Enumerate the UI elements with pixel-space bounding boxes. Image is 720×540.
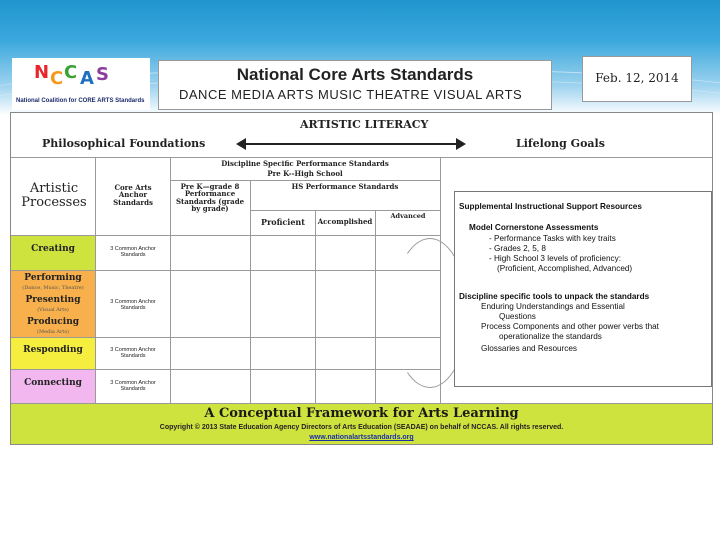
artistic-literacy-heading: ARTISTIC LITERACY — [300, 118, 429, 131]
supplemental-resources-box — [454, 191, 712, 387]
tools-item-4: operationalize the standards — [499, 332, 602, 341]
responding-label: Responding — [23, 345, 83, 355]
support-heading: Supplemental Instructional Support Resources — [459, 202, 642, 211]
divider — [250, 210, 440, 211]
date-label: Feb. 12, 2014 — [595, 71, 679, 85]
performing-note: (Dance, Music, Theatre) — [22, 285, 84, 291]
pre-k-hs-header: Pre K--High School — [267, 169, 343, 178]
nccas-logo: N C C A S National Coalition for CORE ARTS Standards — [12, 58, 150, 110]
anchor-performing: 3 Common Anchor Standards — [110, 299, 156, 312]
model-item-4: (Proficient, Accomplished, Advanced) — [497, 264, 633, 273]
advanced-header: Advanced — [390, 212, 426, 220]
discipline-tools-label: Discipline specific tools to unpack the standards — [459, 292, 650, 301]
tools-item-2: Questions — [499, 312, 536, 321]
anchor-creating: 3 Common Anchor Standards — [110, 246, 156, 259]
tools-item-3: Process Components and other power verbs that — [481, 322, 659, 331]
lifelong-goals-label: Lifelong Goals — [516, 137, 605, 150]
page-title: National Core Arts Standards — [236, 65, 474, 84]
footer-band — [11, 404, 712, 444]
divider — [170, 157, 171, 403]
accomplished-header: Accomplished — [317, 217, 373, 226]
arrow-right-icon — [456, 138, 466, 150]
model-item-2: - Grades 2, 5, 8 — [489, 244, 546, 253]
divider — [170, 180, 440, 181]
model-item-1: - Performance Tasks with key traits — [489, 234, 616, 243]
producing-label: Producing — [26, 317, 80, 327]
proficient-header: Proficient — [261, 217, 305, 227]
arrow-left-icon — [236, 138, 246, 150]
divider — [375, 210, 376, 403]
philosophical-foundations-label: Philosophical Foundations — [42, 137, 206, 150]
anchor-standards-header: Core Arts Anchor Standards — [113, 183, 153, 207]
anchor-responding: 3 Common Anchor Standards — [110, 347, 156, 360]
pre-k-grade8-header: Pre K—grade 8 Performance Standards (grade by grade) — [175, 182, 245, 214]
date-box — [582, 56, 692, 102]
divider — [11, 157, 712, 158]
model-cornerstone-label: Model Cornerstone Assessments — [469, 223, 599, 232]
footer-title: A Conceptual Framework for Arts Learning — [204, 406, 519, 421]
creating-label: Creating — [31, 244, 75, 254]
logo-wordmark — [12, 58, 150, 59]
model-item-3: - High School 3 levels of proficiency: — [489, 254, 621, 263]
divider — [315, 210, 316, 403]
disciplines-list: DANCE MEDIA ARTS MUSIC THEATRE VISUAL ARTS — [179, 87, 523, 102]
connecting-label: Connecting — [24, 378, 82, 388]
presenting-note: (Visual Arts) — [37, 307, 69, 313]
tools-item-1: Enduring Understandings and Essential — [481, 302, 625, 311]
performing-label: Performing — [24, 273, 82, 283]
presenting-label: Presenting — [25, 295, 81, 305]
divider — [250, 180, 251, 403]
discipline-specific-header: Discipline Specific Performance Standards — [221, 159, 389, 168]
website-link[interactable]: www.nationalartsstandards.org — [309, 434, 414, 441]
producing-note: (Media Arts) — [37, 329, 69, 335]
hs-performance-header: HS Performance Standards — [291, 182, 399, 191]
artistic-processes-header: Artistic Processes — [21, 181, 87, 210]
copyright-text: Copyright © 2013 State Education Agency Directors of Arts Education (SEADAE) on behalf of NCCAS. All rights reserved. — [159, 424, 564, 431]
tools-item-5: Glossaries and Resources — [481, 344, 578, 353]
anchor-connecting: 3 Common Anchor Standards — [110, 380, 156, 393]
title-box — [158, 60, 552, 110]
logo-caption: National Coalition for CORE ARTS Standards — [16, 98, 145, 104]
double-arrow-line — [244, 143, 456, 145]
divider — [95, 157, 96, 403]
